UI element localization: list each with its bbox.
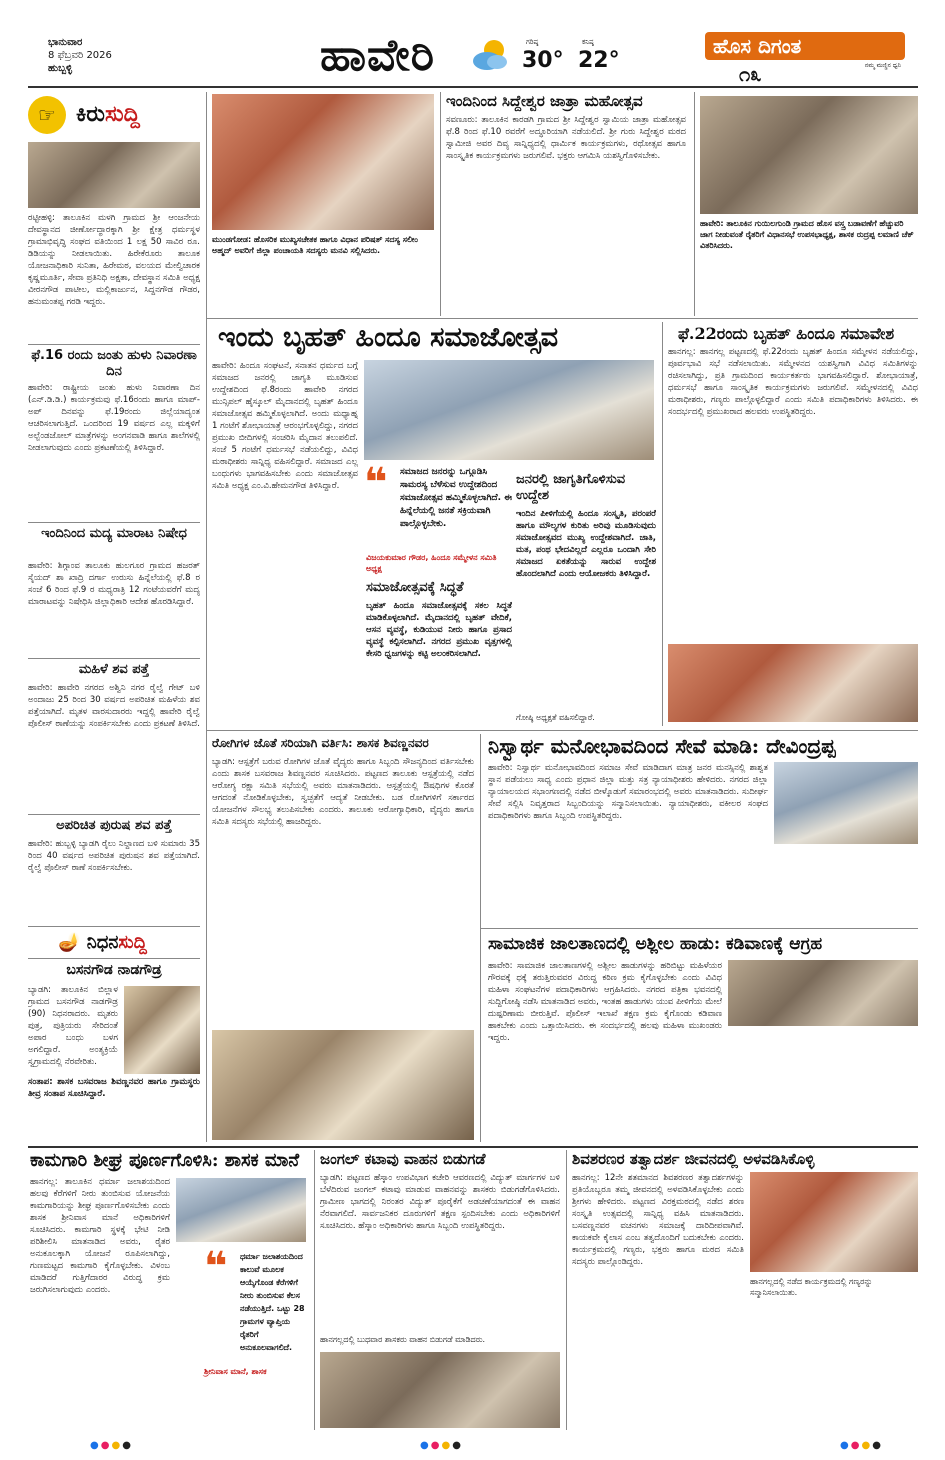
samajotsava-quote-by: ವಿಜಯಕುಮಾರ ಗೌಡರ, ಹಿಂದೂ ಸಮ್ಮೇಳನ ಸಮಿತಿ ಅಧ್ಯಕ್ಷ [366, 553, 497, 573]
header-rule [28, 86, 918, 88]
feb22-headline: ಫೆ.22ರಂದು ಬೃಹತ್ ಹಿಂದೂ ಸಮಾವೇಶ [678, 324, 895, 343]
jagruti-article: ಇಂದಿನ ಪೀಳಿಗೆಯಲ್ಲಿ ಹಿಂದೂ ಸಂಸ್ಕೃತಿ, ಪರಂಪರೆ ಹಾಗೂ ಮೌಲ್ಯಗಳ ಕುರಿತು ಅರಿವು ಮೂಡಿಸುವುದು ಸಮಾಜೋತ್ಸವದ ಮುಖ್ಯ ಉದ್ದೇಶವಾಗಿದೆ. ಜಾತಿ, ಮತ, ಪಂಥ ಭೇದವಿಲ್ಲದೆ ಎಲ್ಲರೂ ಒಂದಾಗಿ ಸೇರಿ ಸಮಾಜದ ಏಕತೆಯನ್ನು ಸಾರುವ ಉದ್ದೇಶ ಹೊಂದಲಾಗಿದೆ ಎಂದು ಆಯೋಜಕರು ತಿಳಿಸಿದ್ದಾರೆ. [516, 509, 656, 579]
column-divider [694, 92, 695, 316]
column-divider [662, 322, 663, 726]
siddhate-headline: ಸಮಾಜೋತ್ಸವಕ್ಕೆ ಸಿದ್ಧತೆ [366, 580, 464, 595]
obituary-text: ಬ್ಯಾಡಗಿ: ತಾಲೂಕಿನ ಬಿಲ್ಲಾಳ ಗ್ರಾಮದ ಬಸನಗೌಡ ನಾಡಗೌಡ್ರ (90) ನಿಧನರಾದರು. ಮೃತರು ಪುತ್ರ, ಪುತ್ರಿಯರು ಸೇರಿದಂತೆ ಅಪಾರ ಬಂಧು ಬಳಗ ಅಗಲಿದ್ದಾರೆ. ಅಂತ್ಯಕ್ರಿಯೆ ಸ್ವಗ್ರಾಮದಲ್ಲಿ ನೆರವೇರಿತು. [28, 985, 118, 1067]
obituary-name: ಬಸನಗೌಡ ನಾಡಗೌಡ್ರ [66, 962, 162, 978]
page-number: ೧೩ [739, 62, 762, 86]
divider [28, 658, 200, 659]
news-photo-meeting [212, 1030, 474, 1140]
masthead-brand [705, 32, 905, 86]
kiru-title-a: ಕಿರು [76, 102, 105, 127]
news-photo-vehicle [320, 1352, 560, 1428]
siddhate-article: ಬೃಹತ್ ಹಿಂದೂ ಸಮಾಜೋತ್ಸವಕ್ಕೆ ಸಕಲ ಸಿದ್ಧತೆ ಮಾಡಿಕೊಳ್ಳಲಾಗಿದೆ. ಮೈದಾನದಲ್ಲಿ ಬೃಹತ್ ವೇದಿಕೆ, ಆಸನ ವ್ಯವಸ್ಥೆ, ಕುಡಿಯುವ ನೀರು ಹಾಗೂ ಪ್ರಸಾದ ವ್ಯವಸ್ಥೆ ಕಲ್ಪಿಸಲಾಗಿದೆ. ನಗರದ ಪ್ರಮುಖ ವೃತ್ತಗಳಲ್ಲಿ ಕೇಸರಿ ಧ್ವಜಗಳನ್ನು ಕಟ್ಟಿ ಅಲಂಕರಿಸಲಾಗಿದೆ. [366, 601, 512, 659]
column-divider [566, 1150, 567, 1430]
brand-tagline: ನಮ್ಮ ಮಣ್ಣಿನ ಧ್ವನಿ [864, 62, 901, 69]
news-photo-pressmeet [728, 960, 918, 1026]
print-registration-marks: ●●●● [840, 1440, 883, 1451]
divider [206, 730, 918, 731]
man-body-headline: ಅಪರಿಚಿತ ಪುರುಷ ಶವ ಪತ್ತೆ [56, 818, 172, 833]
nidhana-title-b: ಸುದ್ದಿ [118, 932, 147, 953]
divider [28, 958, 200, 959]
max-temp-label: ಗರಿಷ್ಠ [526, 38, 539, 46]
kamagari-headline: ಕಾಮಗಾರಿ ಶೀಘ್ರ ಪೂರ್ಣಗೊಳಿಸಿ: ಶಾಸಕ ಮಾನೆ [30, 1150, 300, 1171]
header-day: ಭಾನುವಾರ [48, 37, 83, 48]
news-photo-rally [668, 644, 918, 722]
shivasharana-caption: ಹಾನಗಲ್ಲದಲ್ಲಿ ನಡೆದ ಕಾರ್ಯಕ್ರಮದಲ್ಲಿ ಗಣ್ಯರನ್ನು ಸನ್ಮಾನಿಸಲಾಯಿತು. [750, 1277, 873, 1297]
divider [28, 1146, 918, 1148]
cheque-caption: ಹಾವೇರಿ: ತಾಲೂಕಿನ ಗುಯಿಲಗುಂಡಿ ಗ್ರಾಮದ ಹೊಸ ವಸ್ತ್ರ ಬಡಾವಣೆಗೆ ಹೆಚ್ಚುವರಿ ಜಾಗ ನೀಡುವಂತೆ ರೈತರಿಗೆ ವಿಧಾನಸಭೆ ಉಪಸಭಾಧ್ಯಕ್ಷ, ಶಾಸಕ ರುದ್ರಪ್ಪ ಲಮಾಣಿ ಚೆಕ್ ವಿತರಿಸಿದರು. [700, 219, 914, 250]
min-temp: ಕನಿಷ್ಠ 22° [578, 38, 620, 73]
memorandum-caption: ಮುಂಡಗೋಡ: ಹೊಸರಿಕ ಮುಖ್ಯಸಚೇತಕ ಹಾಗೂ ವಿಧಾನ ಪರಿಷತ್ ಸದಸ್ಯ ಸಲೀಂ ಅಹ್ಮದ್ ಅವರಿಗೆ ಜಿಲ್ಲಾ ಪಂಚಾಯತಿ ಸದಸ್ಯರು ಮನವಿ ಸಲ್ಲಿಸಿದರು. [212, 235, 418, 255]
quote-icon: ❝ [204, 1244, 228, 1290]
kamagari-quote-by: ಶ್ರೀನಿವಾಸ ಮಾನೆ, ಶಾಸಕ [204, 1367, 267, 1376]
nidhana-title-a: ನಿಧನ [86, 932, 119, 953]
shivasharana-article: ಹಾನಗಲ್ಲ: 12ನೇ ಶತಮಾನದ ಶಿವಶರಣರ ತತ್ವಾದರ್ಶಗಳನ್ನು ಪ್ರತಿಯೊಬ್ಬರೂ ತಮ್ಮ ಜೀವನದಲ್ಲಿ ಅಳವಡಿಸಿಕೊಳ್ಳಬೇಕು ಎಂದು ಶ್ರೀಗಳು ಹೇಳಿದರು. ಪಟ್ಟಣದ ವಿರಕ್ತಮಠದಲ್ಲಿ ನಡೆದ ಶರಣ ಸಂಸ್ಕೃತಿ ಉತ್ಸವದಲ್ಲಿ ಸಾನ್ನಿಧ್ಯ ವಹಿಸಿ ಮಾತನಾಡಿದರು. ಬಸವಣ್ಣನವರ ವಚನಗಳು ಸಮಾಜಕ್ಕೆ ದಾರಿದೀಪವಾಗಿವೆ. ಕಾಯಕವೇ ಕೈಲಾಸ ಎಂಬ ತತ್ವದೊಂದಿಗೆ ಬದುಕಬೇಕು ಎಂದರು. ಕಾರ್ಯಕ್ರಮದಲ್ಲಿ ಗಣ್ಯರು, ಭಕ್ತರು ಹಾಗೂ ಮಠದ ಸಮಿತಿ ಸದಸ್ಯರು ಪಾಲ್ಗೊಂಡಿದ್ದರು. [572, 1173, 744, 1267]
woman-body-headline: ಮಹಿಳೆ ಶವ ಪತ್ತೆ [78, 662, 150, 677]
samajika-article-cont [728, 1030, 918, 1140]
samajotsava-photo-caption: ಗೋಷ್ಠಿ ಅಧ್ಯಕ್ಷತೆ ವಹಿಸಲಿದ್ದಾರೆ. [516, 713, 595, 722]
print-registration-marks: ●●●● [90, 1440, 133, 1451]
jatra-article: ಸವಣೂರು: ತಾಲೂಕಿನ ಕಾರಡಗಿ ಗ್ರಾಮದ ಶ್ರೀ ಸಿದ್ದೇಶ್ವರ ಸ್ವಾಮಿಯ ಜಾತ್ರಾ ಮಹೋತ್ಸವ ಫೆ.8 ರಿಂದ ಫೆ.10 ರವರೆಗೆ ಅದ್ಧೂರಿಯಾಗಿ ನಡೆಯಲಿದೆ. ಶ್ರೀ ಗುರು ಸಿದ್ದೇಶ್ವರ ಮಠದ ಸ್ವಾಮೀಜಿ ಅವರ ದಿವ್ಯ ಸಾನ್ನಿಧ್ಯದಲ್ಲಿ ಧಾರ್ಮಿಕ ಕಾರ್ಯಕ್ರಮಗಳು, ರಥೋತ್ಸವ ಹಾಗೂ ಸಾಂಸ್ಕೃತಿಕ ಕಾರ್ಯಕ್ರಮಗಳು ಜರುಗಲಿವೆ. ಭಕ್ತರು ಆಗಮಿಸಿ ಯಶಸ್ವಿಗೊಳಿಸಬೇಕು. [446, 115, 686, 161]
news-photo-mutt [750, 1172, 918, 1272]
quote-icon: ❝ [364, 460, 388, 506]
jungle-article: ಬ್ಯಾಡಗಿ: ಪಟ್ಟಣದ ಹೆಸ್ಕಾಂ ಉಪವಿಭಾಗ ಕಚೇರಿ ಆವರಣದಲ್ಲಿ ವಿದ್ಯುತ್ ಮಾರ್ಗಗಳ ಬಳಿ ಬೆಳೆದಿರುವ ಜಂಗಲ್ ಕಟಾವು ಮಾಡುವ ವಾಹನವನ್ನು ಶಾಸಕರು ಬಿಡುಗಡೆಗೊಳಿಸಿದರು. ಗ್ರಾಮೀಣ ಭಾಗದಲ್ಲಿ ನಿರಂತರ ವಿದ್ಯುತ್ ಪೂರೈಕೆಗೆ ಅಡಚಣೆಯಾಗದಂತೆ ಈ ವಾಹನ ನೆರವಾಗಲಿದೆ. ಸಾರ್ವಜನಿಕರ ದೂರುಗಳಿಗೆ ತಕ್ಷಣ ಸ್ಪಂದಿಸಬೇಕು ಎಂದು ಅಧಿಕಾರಿಗಳಿಗೆ ಸೂಚಿಸಿದರು. ಹೆಸ್ಕಾಂ ಅಧಿಕಾರಿಗಳು ಹಾಗೂ ಸಿಬ್ಬಂದಿ ಉಪಸ್ಥಿತರಿದ್ದರು. [320, 1173, 560, 1231]
man-body-article: ಹಾವೇರಿ: ಹುಬ್ಬಳ್ಳಿ ಬ್ಯಾಡಗಿ ರೈಲು ನಿಲ್ದಾಣದ ಬಳಿ ಸುಮಾರು 35 ರಿಂದ 40 ವರ್ಷದ ಅಪರಿಚಿತ ಪುರುಷನ ಶವ ಪತ್ತೆಯಾಗಿದೆ. ರೈಲ್ವೆ ಪೊಲೀಸ್ ಠಾಣೆ ಸಂಪರ್ಕಿಸಬೇಕು. [28, 839, 200, 873]
samajotsava-quote: ಸಮಾಜದ ಜನರನ್ನು ಒಗ್ಗೂಡಿಸಿ ಸಾಮರಸ್ಯ ಬೆಳೆಸುವ ಉದ್ದೇಶದಿಂದ ಸಮಾಜೋತ್ಸವ ಹಮ್ಮಿಕೊಳ್ಳಲಾಗಿದೆ. ಈ ಹಿನ್ನೆಲೆಯಲ್ಲಿ ಜನತೆ ಸಕ್ರಿಯವಾಗಿ ಪಾಲ್ಗೊಳ್ಳಬೇಕು. [400, 467, 512, 529]
divider [28, 926, 200, 927]
max-temp-value: 30 [522, 48, 553, 73]
min-temp-value: 22 [578, 48, 609, 73]
header-date: 8 ಫೆಬ್ರವರಿ 2026 [48, 50, 112, 61]
weather-box [470, 34, 620, 78]
lamp-icon: 🪔 [58, 932, 81, 953]
jungle-headline: ಜಂಗಲ್ ಕಟಾವು ವಾಹನ ಬಿಡುಗಡೆ [320, 1150, 486, 1168]
max-temp: ಗರಿಷ್ಠ 30° [522, 38, 564, 73]
header-place: ಹುಬ್ಬಳ್ಳಿ [48, 63, 73, 74]
samajotsava-article: ಹಾವೇರಿ: ಹಿಂದೂ ಸಂಘಟನೆ, ಸನಾತನ ಧರ್ಮದ ಬಗ್ಗೆ ಸಮಾಜದ ಜನರಲ್ಲಿ ಜಾಗೃತಿ ಮೂಡಿಸುವ ಉದ್ದೇಶದಿಂದ ಫೆ.8ರಂದು ಹಾವೇರಿ ನಗರದ ಮುನ್ಸಿಪಲ್ ಹೈಸ್ಕೂಲ್ ಮೈದಾನದಲ್ಲಿ ಬೃಹತ್ ಹಿಂದೂ ಸಮಾಜೋತ್ಸವ ಹಮ್ಮಿಕೊಳ್ಳಲಾಗಿದೆ. ಅಂದು ಮಧ್ಯಾಹ್ನ 1 ಗಂಟೆಗೆ ಶೋಭಾಯಾತ್ರೆ ಆರಂಭಗೊಳ್ಳಲಿದ್ದು, ನಗರದ ಪ್ರಮುಖ ಬೀದಿಗಳಲ್ಲಿ ಸಂಚರಿಸಿ ಮೈದಾನ ತಲುಪಲಿದೆ. ಸಂಜೆ 5 ಗಂಟೆಗೆ ಧರ್ಮಸಭೆ ನಡೆಯಲಿದ್ದು, ವಿವಿಧ ಮಠಾಧೀಶರು ಸಾನ್ನಿಧ್ಯ ವಹಿಸಲಿದ್ದಾರೆ. ಸಮಾಜದ ಎಲ್ಲ ಬಂಧುಗಳು ಭಾಗವಹಿಸಬೇಕು ಎಂದು ಸಮಾಜೋತ್ಸವ ಸಮಿತಿ ಅಧ್ಯಕ್ಷ ಎಂ.ವಿ.ಹೇಮನಗೌಡ ತಿಳಿಸಿದ್ದಾರೆ. [212, 361, 358, 491]
kiru-title-b: ಸುದ್ದಿ [104, 102, 140, 127]
rogi-headline: ರೋಗಿಗಳ ಜೊತೆ ಸರಿಯಾಗಿ ವರ್ತಿಸಿ: ಶಾಸಕ ಶಿವಣ್ಣನವರ [212, 736, 429, 750]
divider [28, 522, 200, 523]
news-photo-memorandum [212, 94, 434, 230]
edition-title: ಹಾವೇರಿ [320, 30, 435, 81]
rogi-article: ಬ್ಯಾಡಗಿ: ಆಸ್ಪತ್ರೆಗೆ ಬರುವ ರೋಗಿಗಳ ಜೊತೆ ವೈದ್ಯರು ಹಾಗೂ ಸಿಬ್ಬಂದಿ ಸೌಜನ್ಯದಿಂದ ವರ್ತಿಸಬೇಕು ಎಂದು ಶಾಸಕ ಬಸವರಾಜ ಶಿವಣ್ಣನವರ ಸೂಚಿಸಿದರು. ಪಟ್ಟಣದ ತಾಲೂಕು ಆಸ್ಪತ್ರೆಯಲ್ಲಿ ನಡೆದ ಆರೋಗ್ಯ ರಕ್ಷಾ ಸಮಿತಿ ಸಭೆಯಲ್ಲಿ ಅವರು ಮಾತನಾಡಿದರು. ಆಸ್ಪತ್ರೆಯಲ್ಲಿ ಔಷಧಿಗಳ ಕೊರತೆ ಆಗದಂತೆ ನೋಡಿಕೊಳ್ಳಬೇಕು, ಸ್ವಚ್ಛತೆಗೆ ಆದ್ಯತೆ ನೀಡಬೇಕು. ಬಡ ರೋಗಿಗಳಿಗೆ ಸರ್ಕಾರದ ಯೋಜನೆಗಳ ಸೌಲಭ್ಯ ತಲುಪಿಸಬೇಕು ಎಂದರು. ತಾಲೂಕು ಆರೋಗ್ಯಾಧಿಕಾರಿ, ವೈದ್ಯರು ಹಾಗೂ ಸಮಿತಿ ಸದಸ್ಯರು ಸಭೆಯಲ್ಲಿ ಹಾಜರಿದ್ದರು. [212, 757, 474, 827]
samajika-headline: ಸಾಮಾಜಿಕ ಜಾಲತಾಣದಲ್ಲಿ ಅಶ್ಲೀಲ ಹಾಡು: ಕಡಿವಾಣಕ್ಕೆ ಆಗ್ರಹ [488, 934, 823, 954]
column-divider [314, 1150, 315, 1430]
nisvartha-article: ಹಾವೇರಿ: ನಿಸ್ವಾರ್ಥ ಮನೋಭಾವದಿಂದ ಸಮಾಜ ಸೇವೆ ಮಾಡಿದಾಗ ಮಾತ್ರ ಜನರ ಮನಸ್ಸಿನಲ್ಲಿ ಶಾಶ್ವತ ಸ್ಥಾನ ಪಡೆಯಲು ಸಾಧ್ಯ ಎಂದು ಪ್ರಧಾನ ಜಿಲ್ಲಾ ಮತ್ತು ಸತ್ರ ನ್ಯಾಯಾಧೀಶರು ಹೇಳಿದರು. ನಗರದ ಜಿಲ್ಲಾ ನ್ಯಾಯಾಲಯದ ಸಭಾಂಗಣದಲ್ಲಿ ನಡೆದ ಬೀಳ್ಕೊಡುಗೆ ಸಮಾರಂಭದಲ್ಲಿ ಅವರು ಮಾತನಾಡಿದರು. ಸುದೀರ್ಘ ಸೇವೆ ಸಲ್ಲಿಸಿ ನಿವೃತ್ತರಾದ ಸಿಬ್ಬಂದಿಯನ್ನು ಸನ್ಮಾನಿಸಲಾಯಿತು. ನ್ಯಾಯಾಧೀಶರು, ವಕೀಲರ ಸಂಘದ ಪದಾಧಿಕಾರಿಗಳು ಹಾಗೂ ಸಿಬ್ಬಂದಿ ಉಪಸ್ಥಿತರಿದ್ದರು. [488, 763, 768, 821]
kamagari-quote: ಧರ್ಮಾ ಜಲಾಶಯದಿಂದ ಕಾಲುವೆ ಮೂಲಕ ಆಯ್ಕೆಗೊಂಡ ಕೆರೆಗಳಿಗೆ ನೀರು ತುಂಬಿಸುವ ಕೆಲಸ ನಡೆಯುತ್ತಿದೆ. ಒಟ್ಟು 28 ಗ್ರಾಮಗಳ ವ್ಯಾಪ್ತಿಯ ರೈತರಿಗೆ ಅನುಕೂಲವಾಗಲಿದೆ. [240, 1252, 305, 1352]
news-photo-ground [364, 360, 654, 460]
news-photo-cheque [700, 96, 918, 214]
woman-body-article: ಹಾವೇರಿ: ಹಾವೇರಿ ನಗರದ ಅಶ್ವಿನಿ ನಗರ ರೈಲ್ವೆ ಗೇಟ್ ಬಳಿ ಅಂದಾಜು 25 ರಿಂದ 30 ವರ್ಷದ ಅಪರಿಚಿತ ಮಹಿಳೆಯ ಶವ ಪತ್ತೆಯಾಗಿದೆ. ಮೃತಳ ವಾರಸುದಾರರು ಇದ್ದಲ್ಲಿ ಹಾವೇರಿ ರೈಲ್ವೆ ಪೊಲೀಸ್ ಠಾಣೆಯನ್ನು ಸಂಪರ್ಕಿಸಬೇಕು ಎಂದು ಪ್ರಕಟಣೆ ತಿಳಿಸಿದೆ. [28, 683, 200, 729]
samajika-article: ಹಾವೇರಿ: ಸಾಮಾಜಿಕ ಜಾಲತಾಣಗಳಲ್ಲಿ ಅಶ್ಲೀಲ ಹಾಡುಗಳನ್ನು ಹರಿಬಿಟ್ಟು ಮಹಿಳೆಯರ ಗೌರವಕ್ಕೆ ಧಕ್ಕೆ ತರುತ್ತಿರುವವರ ವಿರುದ್ಧ ಕಠಿಣ ಕ್ರಮ ಕೈಗೊಳ್ಳಬೇಕು ಎಂದು ವಿವಿಧ ಮಹಿಳಾ ಸಂಘಟನೆಗಳ ಪದಾಧಿಕಾರಿಗಳು ಆಗ್ರಹಿಸಿದರು. ನಗರದ ಪತ್ರಿಕಾ ಭವನದಲ್ಲಿ ಸುದ್ದಿಗೋಷ್ಠಿ ನಡೆಸಿ ಮಾತನಾಡಿದ ಅವರು, ಇಂತಹ ಹಾಡುಗಳು ಯುವ ಪೀಳಿಗೆಯ ಮೇಲೆ ದುಷ್ಪರಿಣಾಮ ಬೀರುತ್ತಿವೆ. ಪೊಲೀಸ್ ಇಲಾಖೆ ತಕ್ಷಣ ಕ್ರಮ ಕೈಗೊಂಡು ಕಡಿವಾಣ ಹಾಕಬೇಕು ಎಂದು ಒತ್ತಾಯಿಸಿದರು. ಈ ಸಂದರ್ಭದಲ್ಲಿ ಹಲವು ಮಹಿಳಾ ಮುಖಂಡರು ಇದ್ದರು. [488, 961, 722, 1043]
liquor-ban-article: ಹಾವೇರಿ: ಶಿಗ್ಗಾಂವ ತಾಲೂಕು ಹುಲಗೂರ ಗ್ರಾಮದ ಹಜರತ್ ಸೈಯದ್ ಶಾ ಖಾದ್ರಿ ದರ್ಗಾ ಉರುಸು ಹಿನ್ನೆಲೆಯಲ್ಲಿ ಫೆ.8 ರ ಸಂಜೆ 6 ರಿಂದ ಫೆ.9 ರ ಮಧ್ಯರಾತ್ರಿ 12 ಗಂಟೆಯವರೆಗೆ ಮದ್ಯ ಮಾರಾಟವನ್ನು ನಿಷೇಧಿಸಿ ಜಿಲ್ಲಾಧಿಕಾರಿ ಆದೇಶ ಹೊರಡಿಸಿದ್ದಾರೆ. [28, 561, 200, 607]
jantu-headline: ಫೆ.16 ರಂದು ಜಂತು ಹುಳು ನಿವಾರಣಾ ದಿನ [31, 348, 197, 379]
column-divider [206, 92, 207, 1142]
hand-icon: ☞ [28, 96, 66, 134]
partly-cloudy-icon [470, 34, 510, 74]
header-dateline [48, 36, 158, 75]
feb22-article: ಹಾನಗಲ್ಲ: ಹಾನಗಲ್ಲ ಪಟ್ಟಣದಲ್ಲಿ ಫೆ.22ರಂದು ಬೃಹತ್ ಹಿಂದೂ ಸಮ್ಮೇಳನ ನಡೆಯಲಿದ್ದು, ಪೂರ್ವಭಾವಿ ಸಭೆ ನಡೆಸಲಾಯಿತು. ಸಮ್ಮೇಳನದ ಯಶಸ್ವಿಗಾಗಿ ವಿವಿಧ ಸಮಿತಿಗಳನ್ನು ರಚಿಸಲಾಗಿದ್ದು, ಪ್ರತಿ ಗ್ರಾಮದಿಂದ ಕಾರ್ಯಕರ್ತರು ಭಾಗವಹಿಸಲಿದ್ದಾರೆ. ಶೋಭಾಯಾತ್ರೆ, ಧರ್ಮಸಭೆ ಹಾಗೂ ಸಾಂಸ್ಕೃತಿಕ ಕಾರ್ಯಕ್ರಮಗಳು ಜರುಗಲಿವೆ. ಸಮ್ಮೇಳನದಲ್ಲಿ ವಿವಿಧ ಮಠಾಧೀಶರು, ಗಣ್ಯರು ಪಾಲ್ಗೊಳ್ಳಲಿದ್ದಾರೆ ಎಂದು ಸಮಿತಿ ಪದಾಧಿಕಾರಿಗಳು ತಿಳಿಸಿದರು. ಈ ಸಂದರ್ಭದಲ್ಲಿ ಪ್ರಮುಖರಾದ ಹಲವರು ಉಪಸ್ಥಿತರಿದ್ದರು. [668, 347, 918, 417]
kamagari-article: ಹಾನಗಲ್ಲ: ತಾಲೂಕಿನ ಧರ್ಮಾ ಜಲಾಶಯದಿಂದ ಹಲವು ಕೆರೆಗಳಿಗೆ ನೀರು ತುಂಬಿಸುವ ಯೋಜನೆಯ ಕಾಮಗಾರಿಯನ್ನು ಶೀಘ್ರ ಪೂರ್ಣಗೊಳಿಸಬೇಕು ಎಂದು ಶಾಸಕ ಶ್ರೀನಿವಾಸ ಮಾನೆ ಅಧಿಕಾರಿಗಳಿಗೆ ಸೂಚಿಸಿದರು. ಕಾಮಗಾರಿ ಸ್ಥಳಕ್ಕೆ ಭೇಟಿ ನೀಡಿ ಪರಿಶೀಲಿಸಿ ಮಾತನಾಡಿದ ಅವರು, ರೈತರ ಅನುಕೂಲಕ್ಕಾಗಿ ಯೋಜನೆ ರೂಪಿಸಲಾಗಿದ್ದು, ಗುಣಮಟ್ಟದ ಕಾಮಗಾರಿ ಕೈಗೊಳ್ಳಬೇಕು. ವಿಳಂಬ ಮಾಡಿದರೆ ಗುತ್ತಿಗೆದಾರರ ವಿರುದ್ಧ ಕ್ರಮ ಜರುಗಿಸಲಾಗುವುದು ಎಂದರು. [30, 1177, 170, 1295]
min-temp-label: ಕನಿಷ್ಠ [582, 38, 594, 46]
nidhana-suddi-header [58, 932, 147, 953]
column-divider [440, 92, 441, 316]
news-photo-canal [176, 1178, 306, 1242]
obituary-portrait [124, 986, 200, 1074]
liquor-ban-headline: ಇಂದಿನಿಂದ ಮದ್ಯ ಮಾರಾಟ ನಿಷೇಧ [41, 526, 187, 541]
jungle-caption: ಹಾನಗಲ್ಲದಲ್ಲಿ ಬುಧವಾರ ಶಾಸಕರು ವಾಹನ ಬಿಡುಗಡೆ ಮಾಡಿದರು. [320, 1335, 486, 1344]
shivasharana-headline: ಶಿವಶರಣರ ತತ್ವಾದರ್ಶ ಜೀವನದಲ್ಲಿ ಅಳವಡಿಸಿಕೊಳ್ಳಿ [572, 1150, 815, 1168]
news-photo-felicitation [774, 762, 918, 844]
divider [480, 928, 918, 929]
divider [28, 344, 200, 345]
news-photo-temple-donation [28, 142, 200, 208]
divider [28, 814, 200, 815]
kiru-item-1: ರಟ್ಟೀಹಳ್ಳಿ: ತಾಲೂಕಿನ ಮಳಗಿ ಗ್ರಾಮದ ಶ್ರೀ ಆಂಜನೇಯ ದೇವಸ್ಥಾನದ ಜೀರ್ಣೋದ್ಧಾರಕ್ಕಾಗಿ ಶ್ರೀ ಕ್ಷೇತ್ರ ಧರ್ಮಸ್ಥಳ ಗ್ರಾಮಾಭಿವೃದ್ಧಿ ಸಂಘದ ವತಿಯಿಂದ 1 ಲಕ್ಷ 50 ಸಾವಿರ ರೂ. ಡಿಡಿಯನ್ನು ನೀಡಲಾಯಿತು. ಹಿರೇಕೆರೂರು ತಾಲೂಕ ಯೋಜನಾಧಿಕಾರಿ ಸುನಿತಾ, ಹಿರೇಮಠ, ವಲಯದ ಮೇಲ್ವಿಚಾರಕ ಕೃಷ್ಣಮೂರ್ತಿ, ಸೇವಾ ಪ್ರತಿನಿಧಿ ಅಕ್ಷತಾ, ದೇವಸ್ಥಾನ ಸಮಿತಿ ಅಧ್ಯಕ್ಷ ವೀರನಗೌಡ ಪಾಟೀಲ, ಮಲ್ಲಿಕಾರ್ಜುನ, ಸಿದ್ದನಗೌಡ ಗೌಡರ, ಹನುಮಂತಪ್ಪ ಗರಡಿ ಇದ್ದರು. [28, 213, 200, 307]
column-divider [480, 734, 481, 1142]
kiru-title [76, 102, 140, 127]
print-registration-marks: ●●●● [420, 1440, 463, 1451]
obituary-condolence: ಸಂತಾಪ: ಶಾಸಕ ಬಸವರಾಜ ಶಿವಣ್ಣನವರ ಹಾಗೂ ಗ್ರಾಮಸ್ಥರು ತೀವ್ರ ಸಂತಾಪ ಸೂಚಿಸಿದ್ದಾರೆ. [28, 1077, 200, 1099]
nisvartha-headline: ನಿಸ್ವಾರ್ಥ ಮನೋಭಾವದಿಂದ ಸೇವೆ ಮಾಡಿ: ದೇವಿಂದ್ರಪ್ಪ [488, 734, 836, 758]
divider [206, 318, 918, 319]
jantu-article: ಹಾವೇರಿ: ರಾಷ್ಟ್ರೀಯ ಜಂತು ಹುಳು ನಿವಾರಣಾ ದಿನ (ಎನ್.ಡಿ.ಡಿ.) ಕಾರ್ಯಕ್ರಮವು ಫೆ.16ರಂದು ಹಾಗೂ ಮಾಪ್-ಅಪ್ ದಿನವನ್ನು ಫೆ.19ರಂದು ಜಿಲ್ಲೆಯಾದ್ಯಂತ ಆಚರಿಸಲಾಗುತ್ತಿದೆ. ಒಂದರಿಂದ 19 ವರ್ಷದ ಎಲ್ಲ ಮಕ್ಕಳಿಗೆ ಅಲ್ಬೆಂಡಜೋಲ್ ಮಾತ್ರೆಗಳನ್ನು ಅಂಗನವಾಡಿ ಹಾಗೂ ಶಾಲೆಗಳಲ್ಲಿ ನೀಡಲಾಗುವುದು ಎಂದು ಪ್ರಕಟಣೆಯಲ್ಲಿ ತಿಳಿಸಿದ್ದಾರೆ. [28, 383, 200, 453]
jagruti-headline: ಜನರಲ್ಲಿ ಜಾಗೃತಿಗೊಳಿಸುವ ಉದ್ದೇಶ [516, 472, 626, 503]
jatra-headline: ಇಂದಿನಿಂದ ಸಿದ್ದೇಶ್ವರ ಜಾತ್ರಾ ಮಹೋತ್ಸವ [446, 92, 643, 110]
brand-name: ಹೊಸ ದಿಗಂತ [705, 32, 905, 60]
samajotsava-headline: ಇಂದು ಬೃಹತ್ ಹಿಂದೂ ಸಮಾಜೋತ್ಸವ [218, 322, 559, 353]
kiru-suddi-header [28, 96, 203, 136]
